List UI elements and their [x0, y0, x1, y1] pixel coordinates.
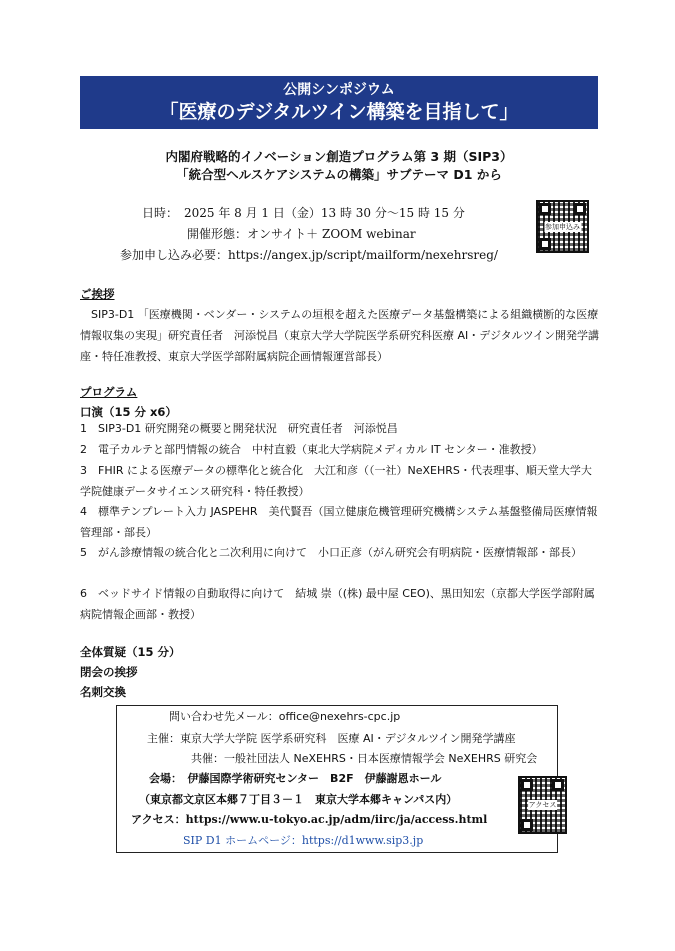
program-heading: プログラム	[80, 385, 138, 399]
event-datetime: 日時： 2025 年 8 月 1 日（金）13 時 30 分〜15 時 15 分	[142, 206, 465, 220]
co-sponsor: 共催：一般社団法人 NeXEHRS・日本医療情報学会 NeXEHRS 研究会	[191, 752, 538, 765]
access-link[interactable]: アクセス：https://www.u-tokyo.ac.jp/adm/iirc/ja/access.html	[131, 813, 488, 826]
access-qr-label: アクセス	[528, 801, 557, 809]
subtitle-program: 内閣府戦略的イノベーション創造プログラム第 3 期（SIP3）	[165, 149, 513, 164]
banner-title: 「医療のデジタルツイン構築を目指して」	[159, 101, 519, 123]
program-item-3: 3 FHIR による医療データの標準化と統合化 大江和彦（（一社）NeXEHRS・代表理事、順天堂大学大学院健康データサイエンス研究科・特任教授）	[80, 464, 592, 498]
registration-qr-label: 参加申込み	[545, 222, 580, 231]
program-item-4: 4 標準テンプレート入力 JASPEHR 美代賢吾（国立健康危機管理研究機構システム基盤整備局医療情報管理部・部長）	[80, 505, 598, 539]
subtitle-theme: 「統合型ヘルスケアシステムの構築」サブテーマ D1 から	[176, 167, 502, 182]
program-item-1: 1 SIP3-D1 研究開発の概要と開発状況 研究責任者 河添悦昌	[80, 422, 398, 435]
program-item-2: 2 電子カルテと部門情報の統合 中村直毅（東北大学病院メディカル IT センター・准教授）	[80, 443, 543, 456]
homepage-link[interactable]: SIP D1 ホームページ：https://d1www.sip3.jp	[183, 834, 424, 847]
access-qr-code[interactable]	[518, 776, 567, 834]
program-item-6: 6 ベッドサイド情報の自動取得に向けて 結城 崇（(株) 最中屋 CEO)、黒田知宏（京都大学医学部附属病院情報企画部・教授）	[80, 587, 595, 621]
greeting-heading: ご挨拶	[80, 287, 115, 301]
banner-event-type: 公開シンポジウム	[283, 82, 395, 98]
organizer: 主催：東京大学大学院 医学系研究科 医療 AI・デジタルツイン開発学講座	[147, 732, 516, 745]
venue-address: （東京都文京区本郷７丁目３－１ 東京大学本郷キャンパス内）	[139, 793, 458, 806]
closing-remarks: 閉会の挨拶	[80, 665, 138, 679]
registration-qr-code[interactable]	[536, 200, 589, 253]
talks-heading: 口演（15 分 x6）	[80, 405, 177, 419]
contact-box	[116, 705, 558, 853]
greeting-body: SIP3-D1 「医療機関・ベンダー・システムの垣根を超えた医療データ基盤構築による組織横断的な医療情報収集の実現」研究責任者 河添悦昌（東京大学大学院医学系研究科医療 AI・デジタルツイン開発学講座・特任准教授、東京大学医学部附属病院企画情報運営部長）	[80, 308, 600, 363]
contact-email[interactable]: 問い合わせ先メール：office@nexehrs-cpc.jp	[169, 710, 401, 723]
venue: 会場： 伊藤国際学術研究センター B2F 伊藤謝恩ホール	[149, 772, 442, 785]
title-banner	[80, 76, 598, 129]
event-format: 開催形態：オンサイト＋ ZOOM webinar	[187, 227, 416, 241]
program-item-5: 5 がん診療情報の統合化と二次利用に向けて 小口正彦（がん研究会有明病院・医療情報部・部長）	[80, 546, 582, 559]
qa-session: 全体質疑（15 分）	[80, 645, 181, 659]
event-registration[interactable]: 参加申し込み必要：https://angex.jp/script/mailform/nexehrsreg/	[120, 248, 498, 262]
networking: 名刺交換	[80, 685, 126, 699]
